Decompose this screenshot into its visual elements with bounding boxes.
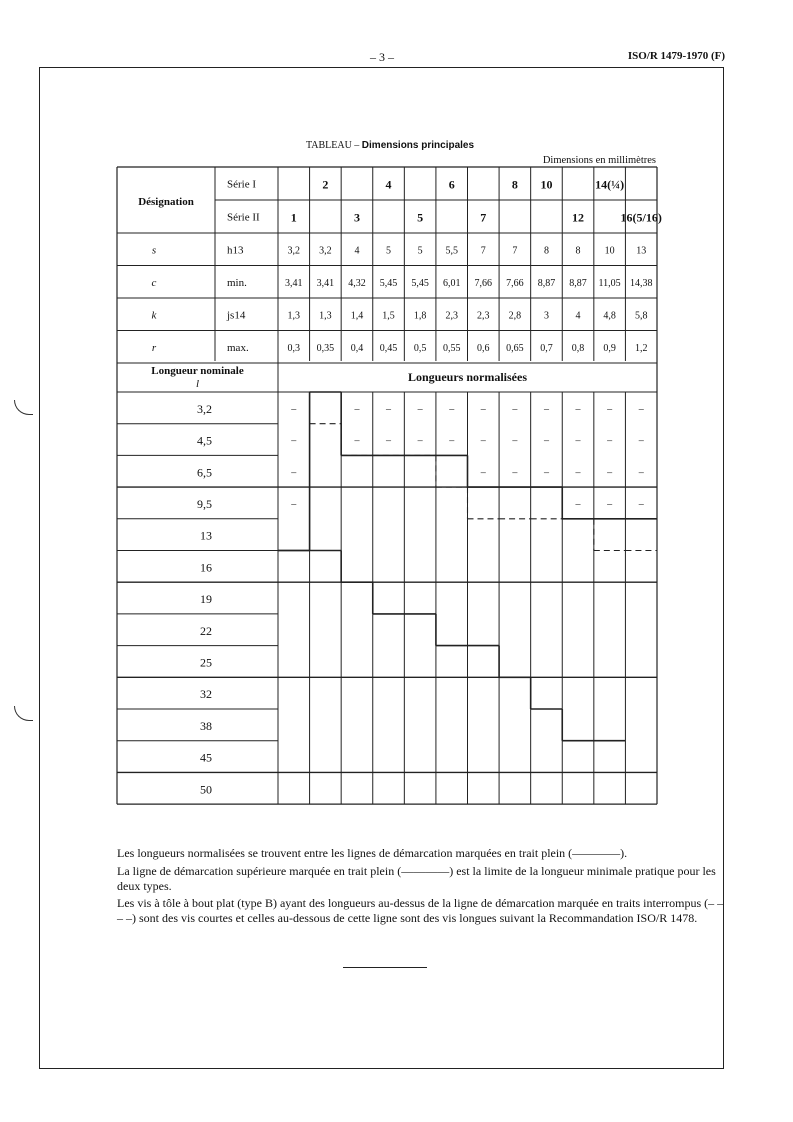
not-applicable-mark: – bbox=[512, 467, 518, 479]
row-symbol: k bbox=[151, 309, 157, 322]
not-applicable-mark: – bbox=[512, 435, 518, 447]
row-value: 3,2 bbox=[319, 245, 332, 257]
row-value: 7,66 bbox=[474, 277, 493, 289]
nominal-length: 6,5 bbox=[197, 465, 212, 480]
row-value: 5 bbox=[417, 245, 423, 257]
serie1-size: 14(¼) bbox=[595, 177, 625, 192]
row-value: 2,3 bbox=[477, 310, 490, 322]
row-value: 5,5 bbox=[445, 245, 458, 257]
row-value: 7 bbox=[480, 245, 486, 257]
not-applicable-mark: – bbox=[638, 435, 644, 447]
not-applicable-mark: – bbox=[480, 403, 486, 415]
nominal-length: 45 bbox=[200, 750, 212, 765]
row-value: 5,45 bbox=[379, 277, 398, 289]
not-applicable-mark: – bbox=[607, 498, 613, 510]
row-value: 0,55 bbox=[442, 342, 461, 354]
nominal-length: 22 bbox=[200, 623, 212, 638]
note-normalized-lengths: Les longueurs normalisées se trouvent entre les lignes de démarcation marquées en trait plein (————). bbox=[117, 846, 628, 860]
note-upper-limit: La ligne de démarcation supérieure marquée en trait plein (————) est la limite de la longueur minimale pratique pour les deux types. bbox=[117, 864, 716, 893]
not-applicable-mark: – bbox=[543, 403, 549, 415]
row-value: 6,01 bbox=[442, 277, 461, 289]
row-symbol: c bbox=[151, 276, 157, 289]
row-value: 1,8 bbox=[413, 310, 427, 322]
serie2-size: 16(5/16) bbox=[620, 210, 662, 225]
not-applicable-mark: – bbox=[638, 403, 644, 415]
row-value: 0,65 bbox=[506, 342, 524, 354]
not-applicable-mark: – bbox=[386, 403, 392, 415]
page-number: – 3 – bbox=[370, 50, 394, 64]
serie2-size: 3 bbox=[353, 210, 360, 225]
row-value: 8,87 bbox=[537, 277, 556, 289]
row-value: 11,05 bbox=[598, 277, 621, 289]
row-value: 0,45 bbox=[379, 342, 398, 354]
row-value: 5,45 bbox=[411, 277, 429, 289]
not-applicable-mark: – bbox=[354, 435, 360, 447]
row-value: 1,3 bbox=[287, 310, 301, 322]
nominal-length: 38 bbox=[200, 718, 212, 733]
normalized-header: Longueurs normalisées bbox=[407, 370, 528, 384]
row-value: 7 bbox=[512, 245, 518, 257]
row-value: 0,9 bbox=[603, 342, 616, 354]
row-value: 1,5 bbox=[382, 310, 395, 322]
serie1-size: 4 bbox=[385, 177, 392, 192]
table-caption-bold: Dimensions principales bbox=[361, 140, 475, 151]
row-value: 0,4 bbox=[350, 342, 364, 354]
row-value: 3,41 bbox=[316, 277, 335, 289]
row-value: 7,66 bbox=[506, 277, 524, 289]
nominal-length: 4,5 bbox=[197, 433, 212, 448]
not-applicable-mark: – bbox=[417, 435, 423, 447]
note-short-long-screws: Les vis à tôle à bout plat (type B) ayant des longueurs au-dessus de la ligne de démarcation marquée en traits interrompus (– – – –) sont des vis courtes et celles au-dessous de cette ligne sont des vis longues suivant la Recommandation ISO/R 1478. bbox=[117, 896, 724, 925]
row-value: 4 bbox=[354, 245, 360, 257]
row-tolerance: js14 bbox=[227, 309, 246, 322]
row-value: 8 bbox=[543, 245, 549, 257]
row-value: 3,2 bbox=[287, 245, 301, 257]
row-value: 8,87 bbox=[569, 277, 587, 289]
row-value: 2,3 bbox=[445, 310, 458, 322]
row-value: 5,8 bbox=[634, 310, 648, 322]
row-value: 13 bbox=[636, 245, 647, 257]
serie1-size: 6 bbox=[448, 177, 455, 192]
not-applicable-mark: – bbox=[449, 435, 455, 447]
row-value: 1,3 bbox=[319, 310, 332, 322]
row-tolerance: min. bbox=[227, 276, 247, 289]
not-applicable-mark: – bbox=[575, 403, 581, 415]
row-value: 0,8 bbox=[571, 342, 585, 354]
row-value: 0,3 bbox=[287, 342, 301, 354]
row-value: 8 bbox=[575, 245, 581, 257]
not-applicable-mark: – bbox=[480, 467, 486, 479]
row-value: 3 bbox=[543, 310, 549, 322]
row-value: 10 bbox=[604, 245, 615, 257]
row-value: 14,38 bbox=[629, 277, 653, 289]
nominal-length: 19 bbox=[200, 592, 212, 607]
table-caption-prefix: TABLEAU – bbox=[305, 140, 360, 151]
not-applicable-mark: – bbox=[512, 403, 518, 415]
not-applicable-mark: – bbox=[386, 435, 392, 447]
not-applicable-mark: – bbox=[291, 435, 297, 447]
not-applicable-mark: – bbox=[417, 403, 423, 415]
nominal-length: 13 bbox=[200, 528, 212, 543]
not-applicable-mark: – bbox=[449, 403, 455, 415]
document-reference: ISO/R 1479-1970 (F) bbox=[627, 50, 725, 62]
row-value: 0,7 bbox=[540, 342, 553, 354]
not-applicable-mark: – bbox=[607, 403, 613, 415]
not-applicable-mark: – bbox=[638, 498, 644, 510]
row-value: 0,6 bbox=[477, 342, 490, 354]
unit-note: Dimensions en millimètres bbox=[542, 155, 656, 166]
not-applicable-mark: – bbox=[543, 467, 549, 479]
row-tolerance: max. bbox=[227, 341, 249, 354]
row-symbol: r bbox=[151, 341, 157, 354]
nominal-length: 32 bbox=[200, 687, 212, 702]
row-symbol: s bbox=[151, 244, 157, 257]
row-value: 4 bbox=[575, 310, 581, 322]
row-value: 4,8 bbox=[603, 310, 616, 322]
row-tolerance: h13 bbox=[227, 244, 244, 257]
not-applicable-mark: – bbox=[291, 403, 297, 415]
nominal-length: 9,5 bbox=[197, 496, 212, 511]
row-value: 4,32 bbox=[348, 277, 366, 289]
not-applicable-mark: – bbox=[291, 498, 297, 510]
not-applicable-mark: – bbox=[543, 435, 549, 447]
not-applicable-mark: – bbox=[291, 467, 297, 479]
serie1-label: Série I bbox=[227, 178, 257, 191]
serie1-size: 8 bbox=[511, 177, 518, 192]
row-value: 1,2 bbox=[634, 342, 648, 354]
not-applicable-mark: – bbox=[638, 467, 644, 479]
serie2-size: 7 bbox=[480, 210, 487, 225]
serie1-size: 2 bbox=[322, 177, 329, 192]
row-value: 3,41 bbox=[285, 277, 303, 289]
not-applicable-mark: – bbox=[575, 467, 581, 479]
row-value: 1,4 bbox=[350, 310, 364, 322]
row-value: 0,35 bbox=[316, 342, 335, 354]
row-value: 2,8 bbox=[508, 310, 522, 322]
not-applicable-mark: – bbox=[607, 467, 613, 479]
not-applicable-mark: – bbox=[480, 435, 486, 447]
row-value: 0,5 bbox=[413, 342, 427, 354]
nominal-length: 25 bbox=[200, 655, 212, 670]
end-rule bbox=[343, 967, 427, 968]
not-applicable-mark: – bbox=[575, 435, 581, 447]
not-applicable-mark: – bbox=[354, 403, 360, 415]
row-value: 5 bbox=[386, 245, 392, 257]
nominal-length: 50 bbox=[200, 782, 212, 797]
nominal-length: 3,2 bbox=[197, 401, 212, 416]
length-symbol: l bbox=[195, 378, 200, 390]
not-applicable-mark: – bbox=[575, 498, 581, 510]
designation-label: Désignation bbox=[138, 196, 194, 208]
nominal-length: 16 bbox=[200, 560, 212, 575]
serie2-size: 1 bbox=[290, 210, 297, 225]
serie2-size: 12 bbox=[572, 210, 585, 225]
length-header: Longueur nominale bbox=[151, 365, 244, 377]
not-applicable-mark: – bbox=[607, 435, 613, 447]
serie2-label: Série II bbox=[227, 211, 260, 224]
serie1-size: 10 bbox=[540, 177, 553, 192]
serie2-size: 5 bbox=[417, 210, 424, 225]
